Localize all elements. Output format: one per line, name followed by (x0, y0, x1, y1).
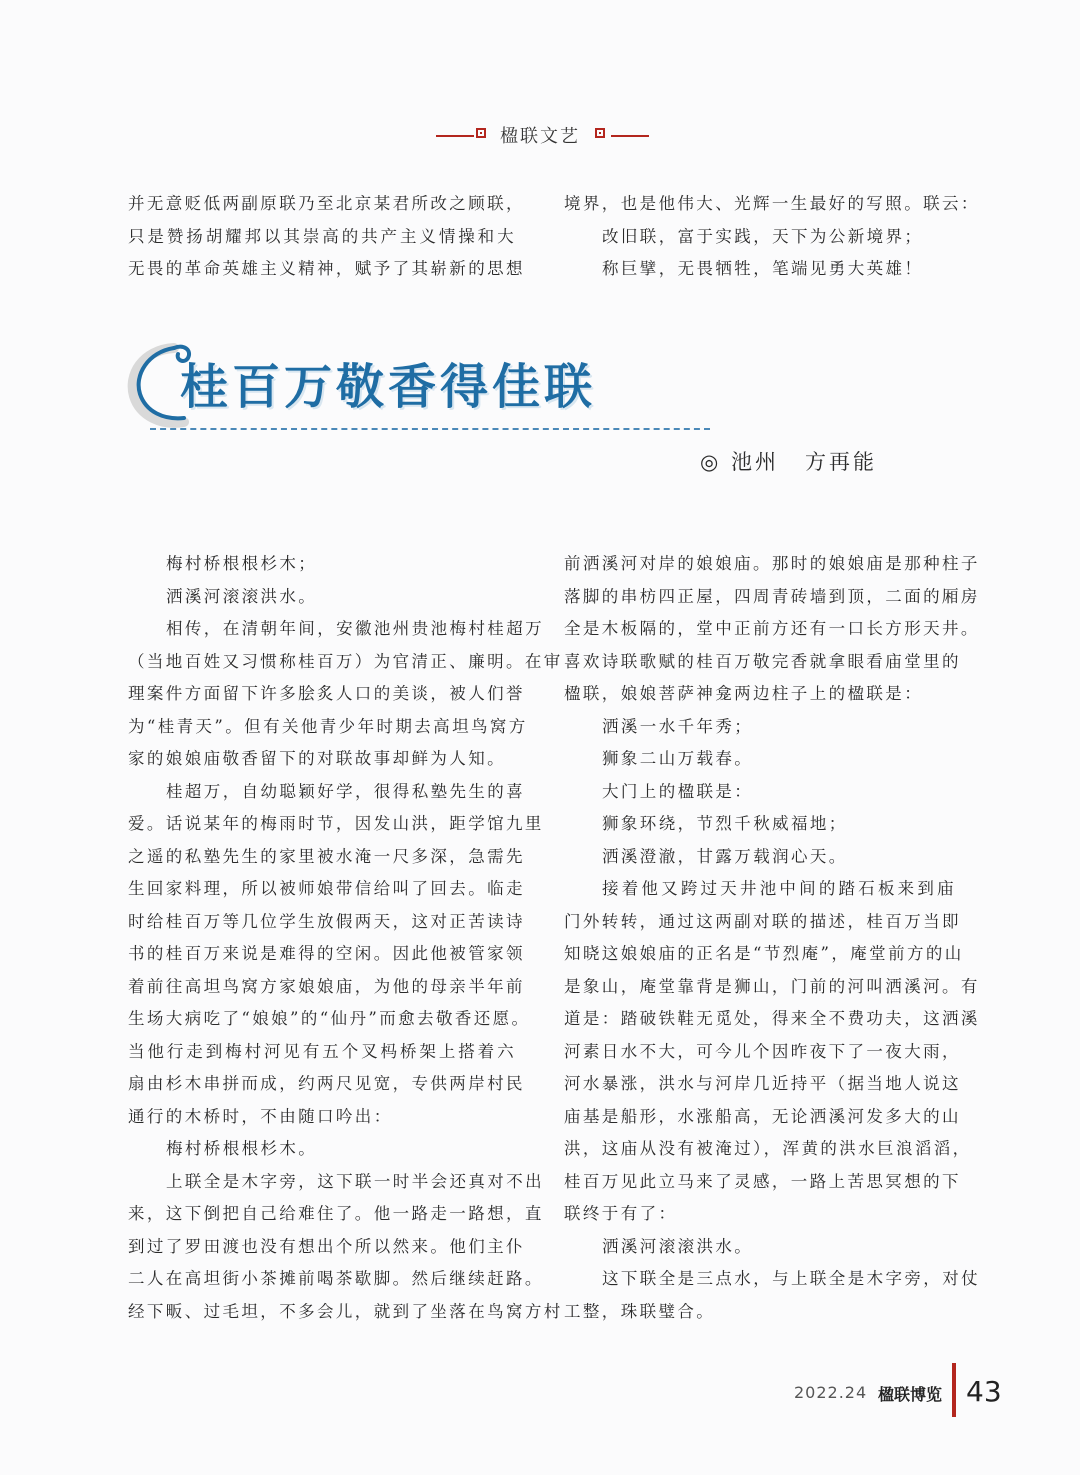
text-line: 庙基是船形，水涨船高，无论洒溪河发多大的山 (564, 1106, 961, 1126)
text-line: 全是木板隔的，堂中正前方还有一口长方形天井。 (564, 619, 980, 638)
text-line: 大门上的楹联是： (602, 781, 754, 801)
running-header (0, 118, 1080, 152)
byline-mark: ◎ (700, 450, 722, 474)
header-rule-left (436, 135, 474, 137)
text-line: 只是赞扬胡耀邦以其崇高的共产主义情操和大 (128, 226, 516, 246)
page-footer (780, 1375, 1020, 1415)
article-left-column (128, 548, 563, 1328)
text-line: 道是：踏破铁鞋无觅处，得来全不费功夫，这洒溪 (564, 1009, 980, 1028)
text-line: 这下联全是三点水，与上联全是木字旁，对仗 (602, 1269, 980, 1288)
text-line: 称巨擘，无畏牺牲，笔端见勇大英雄！ (602, 259, 924, 278)
magazine-name: 楹联博览 (878, 1385, 943, 1404)
couplet-line: 洒溪河滚滚洪水。 (166, 586, 318, 606)
text-line: 上联全是木字旁，这下联一时半会还真对不出 (166, 1171, 544, 1191)
text-line: 工整，珠联璧合。 (564, 1301, 716, 1321)
text-line: 着前往高坦鸟窝方家娘娘庙，为他的母亲半年前 (128, 976, 525, 996)
text-line: 当他行走到梅村河见有五个叉杩桥架上搭着六 (128, 1041, 516, 1061)
issue-number: 2022.24 (794, 1383, 868, 1402)
footer-divider (952, 1363, 956, 1417)
article-right-column (564, 548, 980, 1328)
couplet-line: 狮象二山万载春。 (602, 749, 754, 768)
title-divider (150, 428, 710, 430)
text-line: （当地百姓又习惯称桂百万）为官清正、廉明。在审 (128, 651, 563, 671)
text-line: 理案件方面留下许多脍炙人口的美谈，被人们誉 (128, 684, 525, 703)
text-line: 爱。话说某年的梅雨时节，因发山洪，距学馆九里 (128, 814, 544, 833)
text-line: 扇由杉木串拼而成，约两尺见宽，专供两岸村民 (128, 1074, 525, 1093)
text-line: 桂百万见此立马来了灵感，一路上苦思冥想的下 (564, 1171, 961, 1191)
couplet-line: 洒溪澄澈，甘露万载润心天。 (602, 846, 848, 866)
text-line: 前洒溪河对岸的娘娘庙。那时的娘娘庙是那种柱子 (564, 554, 980, 573)
text-line: 生回家料理，所以被师娘带信给叫了回去。临走 (128, 879, 525, 898)
text-line: 家的娘娘庙敬香留下的对联故事却鲜为人知。 (128, 749, 506, 768)
article-title: 桂百万敬香得佳联 (180, 359, 597, 415)
couplet-line: 梅村桥根根杉木。 (166, 1139, 318, 1158)
text-line: 相传，在清朝年间，安徽池州贵池梅村桂超万 (166, 619, 544, 638)
text-line: 联终于有了： (564, 1204, 678, 1223)
text-line: 落脚的串枋四正屋，四周青砖墙到顶，二面的厢房 (564, 586, 980, 606)
text-line: 是象山，庵堂靠背是狮山，门前的河叫洒溪河。有 (564, 976, 980, 996)
text-line: 河水暴涨，洪水与河岸几近持平（据当地人说这 (564, 1074, 961, 1093)
text-line: 书的桂百万来说是难得的空闲。因此他被管家领 (128, 944, 525, 963)
text-line: 河素日水不大，可今儿个因昨夜下了一夜大雨， (564, 1041, 961, 1061)
byline (700, 446, 900, 480)
header-knot-left-icon (476, 128, 486, 138)
couplet-line: 洒溪一水千年秀； (602, 716, 754, 736)
text-line: 到过了罗田渡也没有想出个所以然来。他们主仆 (128, 1236, 525, 1256)
page-number: 43 (966, 1375, 1002, 1408)
text-line: 改旧联，富于实践，天下为公新境界； (602, 226, 924, 246)
text-line: 门外转转，通过这两副对联的描述，桂百万当即 (564, 911, 961, 931)
text-line: 接着他又跨过天井池中间的踏石板来到庙 (602, 879, 956, 898)
text-line: 洪，这庙从没有被淹过），浑黄的洪水巨浪滔滔， (564, 1139, 972, 1158)
text-line: 二人在高坦街小茶摊前喝茶歇脚。然后继续赶路。 (128, 1269, 544, 1288)
text-line: 桂超万，自幼聪颖好学，很得私塾先生的喜 (166, 781, 526, 801)
byline-place: 池州 (731, 450, 780, 474)
couplet-line: 洒溪河滚滚洪水。 (602, 1236, 754, 1256)
text-line: 无畏的革命英雄主义精神，赋予了其崭新的思想 (128, 259, 525, 278)
text-line: 经下畈、过毛坦，不多会儿，就到了坐落在鸟窝方村 (128, 1301, 563, 1321)
text-line: 并无意贬低两副原联乃至北京某君所改之顾联， (128, 194, 525, 213)
text-line: 为“桂青天”。但有关他青少年时期去高坦鸟窝方 (128, 716, 528, 736)
text-line: 通行的木桥时，不由随口吟出： (128, 1106, 393, 1126)
section-title: 楹联文艺 (500, 126, 580, 147)
text-line: 来，这下倒把自己给难住了。他一路走一路想，直 (128, 1204, 544, 1223)
text-line: 境界，也是他伟大、光辉一生最好的写照。联云： (564, 194, 980, 213)
text-line: 知晓这娘娘庙的正名是“节烈庵”，庵堂前方的山 (564, 944, 964, 963)
text-line: 之遥的私塾先生的家里被水淹一尺多深，急需先 (128, 846, 525, 866)
text-line: 生场大病吃了“娘娘”的“仙丹”而愈去敬香还愿。 (128, 1009, 531, 1028)
text-line: 喜欢诗联歌赋的桂百万敬完香就拿眼看庙堂里的 (564, 651, 961, 671)
prev-article-right-column (564, 188, 980, 286)
prev-article-left-column (128, 188, 525, 286)
text-line: 时给桂百万等几位学生放假两天，这对正苦读诗 (128, 911, 525, 931)
byline-author: 方再能 (805, 450, 878, 474)
text-line: 楹联，娘娘菩萨神龛两边柱子上的楹联是： (564, 684, 924, 703)
couplet-line: 狮象环绕，节烈千秋威福地； (602, 814, 848, 833)
couplet-line: 梅村桥根根杉木； (166, 554, 318, 573)
header-knot-right-icon (595, 128, 605, 138)
header-rule-right (611, 135, 649, 137)
